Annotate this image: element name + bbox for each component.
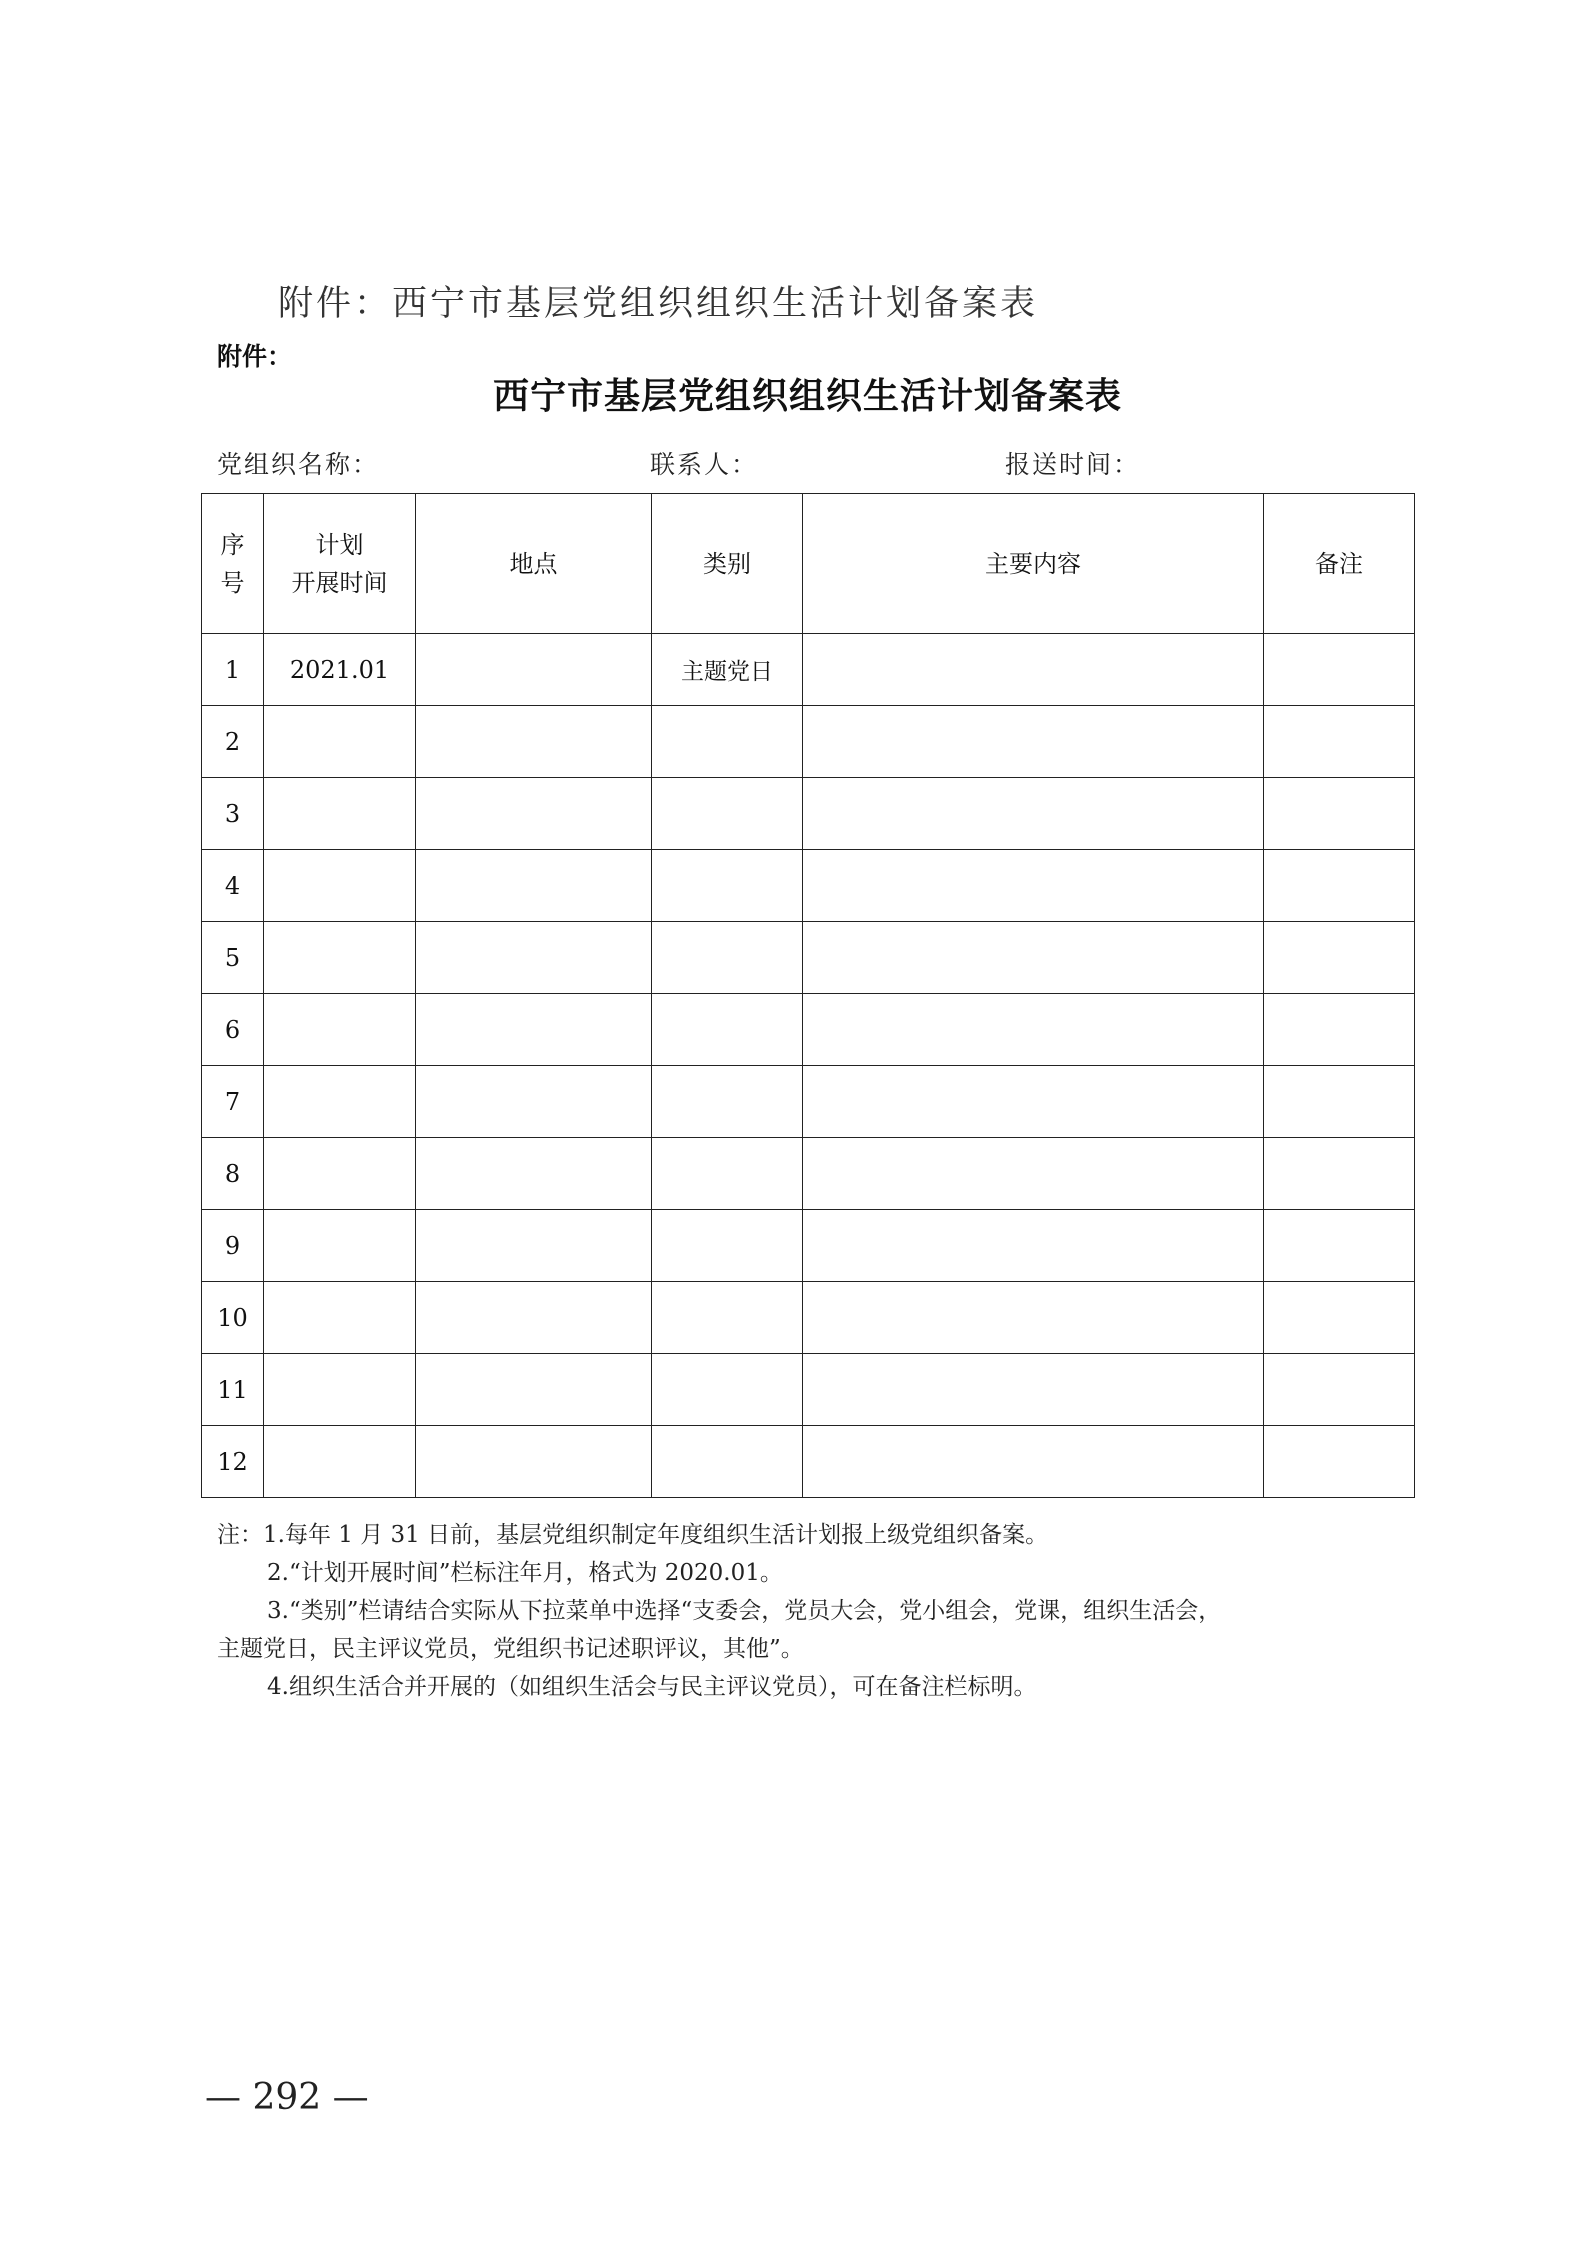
table-row <box>202 850 1415 922</box>
cell-planned-time <box>264 1138 416 1210</box>
cell-seq: 4 <box>202 850 264 922</box>
notes <box>217 1516 1417 1706</box>
cell-planned-time: 2021.01 <box>264 634 416 706</box>
cell-content <box>803 1282 1264 1354</box>
header-planned-time <box>264 494 416 634</box>
header-remark: 备注 <box>1264 494 1415 634</box>
header-seq-line2: 号 <box>220 568 245 597</box>
cell-seq: 7 <box>202 1066 264 1138</box>
cell-category <box>652 1282 803 1354</box>
header-time-line1: 计划 <box>315 530 364 559</box>
header-content: 主要内容 <box>803 494 1264 634</box>
cell-remark <box>1264 634 1415 706</box>
cell-category: 主题党日 <box>652 634 803 706</box>
cell-location <box>416 1138 652 1210</box>
cell-planned-time <box>264 1066 416 1138</box>
cell-category <box>652 994 803 1066</box>
cell-remark <box>1264 706 1415 778</box>
heading-line: 附件：西宁市基层党组织组织生活计划备案表 <box>278 284 1039 324</box>
cell-location <box>416 1066 652 1138</box>
table-row <box>202 1066 1415 1138</box>
cell-category <box>652 778 803 850</box>
cell-remark <box>1264 1354 1415 1426</box>
cell-remark <box>1264 994 1415 1066</box>
header-time-line2: 开展时间 <box>291 568 388 597</box>
cell-remark <box>1264 922 1415 994</box>
cell-planned-time <box>264 706 416 778</box>
cell-location <box>416 922 652 994</box>
cell-location <box>416 1282 652 1354</box>
table-row <box>202 778 1415 850</box>
note-4: 4.组织生活合并开展的（如组织生活会与民主评议党员），可在备注栏标明。 <box>267 1674 1037 1700</box>
cell-remark <box>1264 1426 1415 1498</box>
cell-remark <box>1264 850 1415 922</box>
cell-seq: 9 <box>202 1210 264 1282</box>
cell-content <box>803 850 1264 922</box>
cell-seq: 11 <box>202 1354 264 1426</box>
cell-location <box>416 706 652 778</box>
cell-location <box>416 1210 652 1282</box>
cell-category <box>652 1066 803 1138</box>
cell-location <box>416 994 652 1066</box>
attachment-label: 附件： <box>217 342 293 371</box>
table-row <box>202 1282 1415 1354</box>
cell-planned-time <box>264 850 416 922</box>
header-seq-line1: 序 <box>220 530 245 559</box>
cell-planned-time <box>264 1210 416 1282</box>
header-category: 类别 <box>652 494 803 634</box>
org-name-label: 党组织名称： <box>217 450 380 479</box>
contact-label: 联系人： <box>650 450 759 479</box>
cell-content <box>803 1426 1264 1498</box>
cell-category <box>652 1426 803 1498</box>
cell-planned-time <box>264 1354 416 1426</box>
submit-time-label: 报送时间： <box>1005 450 1141 479</box>
cell-location <box>416 778 652 850</box>
cell-location <box>416 1426 652 1498</box>
cell-planned-time <box>264 994 416 1066</box>
note-2: 2.“计划开展时间”栏标注年月，格式为 2020.01。 <box>267 1560 783 1586</box>
cell-remark <box>1264 1282 1415 1354</box>
cell-location <box>416 634 652 706</box>
note-1: 注：1.每年 1 月 31 日前，基层党组织制定年度组织生活计划报上级党组织备案。 <box>217 1522 1049 1548</box>
table-row <box>202 1138 1415 1210</box>
cell-remark <box>1264 1066 1415 1138</box>
header-location: 地点 <box>416 494 652 634</box>
note-3-line-1: 3.“类别”栏请结合实际从下拉菜单中选择“支委会，党员大会，党小组会，党课，组织生活会， <box>267 1598 1222 1624</box>
table-row <box>202 1210 1415 1282</box>
note-3-line-2: 主题党日，民主评议党员，党组织书记述职评议，其他”。 <box>217 1636 804 1662</box>
cell-category <box>652 706 803 778</box>
cell-content <box>803 1066 1264 1138</box>
table-row <box>202 634 1415 706</box>
cell-content <box>803 634 1264 706</box>
cell-planned-time <box>264 778 416 850</box>
cell-category <box>652 1354 803 1426</box>
cell-content <box>803 1138 1264 1210</box>
plan-table <box>201 493 1415 1498</box>
cell-seq: 10 <box>202 1282 264 1354</box>
cell-content <box>803 778 1264 850</box>
cell-seq: 2 <box>202 706 264 778</box>
table-body <box>202 634 1415 1498</box>
cell-content <box>803 1210 1264 1282</box>
cell-remark <box>1264 778 1415 850</box>
cell-seq: 5 <box>202 922 264 994</box>
cell-planned-time <box>264 922 416 994</box>
cell-remark <box>1264 1138 1415 1210</box>
table-row <box>202 1426 1415 1498</box>
table-row <box>202 1354 1415 1426</box>
cell-seq: 6 <box>202 994 264 1066</box>
cell-planned-time <box>264 1282 416 1354</box>
cell-content <box>803 706 1264 778</box>
cell-remark <box>1264 1210 1415 1282</box>
cell-seq: 1 <box>202 634 264 706</box>
header-seq <box>202 494 264 634</box>
table-header-row <box>202 494 1415 634</box>
cell-seq: 3 <box>202 778 264 850</box>
table-row <box>202 994 1415 1066</box>
cell-category <box>652 850 803 922</box>
cell-content <box>803 1354 1264 1426</box>
cell-location <box>416 1354 652 1426</box>
cell-location <box>416 850 652 922</box>
table-row <box>202 922 1415 994</box>
cell-category <box>652 1210 803 1282</box>
cell-seq: 12 <box>202 1426 264 1498</box>
cell-seq: 8 <box>202 1138 264 1210</box>
page-title: 西宁市基层党组织组织生活计划备案表 <box>492 375 1122 417</box>
cell-content <box>803 922 1264 994</box>
cell-category <box>652 1138 803 1210</box>
cell-planned-time <box>264 1426 416 1498</box>
table-row <box>202 706 1415 778</box>
cell-category <box>652 922 803 994</box>
cell-content <box>803 994 1264 1066</box>
page-number: — 292 — <box>205 2077 369 2118</box>
